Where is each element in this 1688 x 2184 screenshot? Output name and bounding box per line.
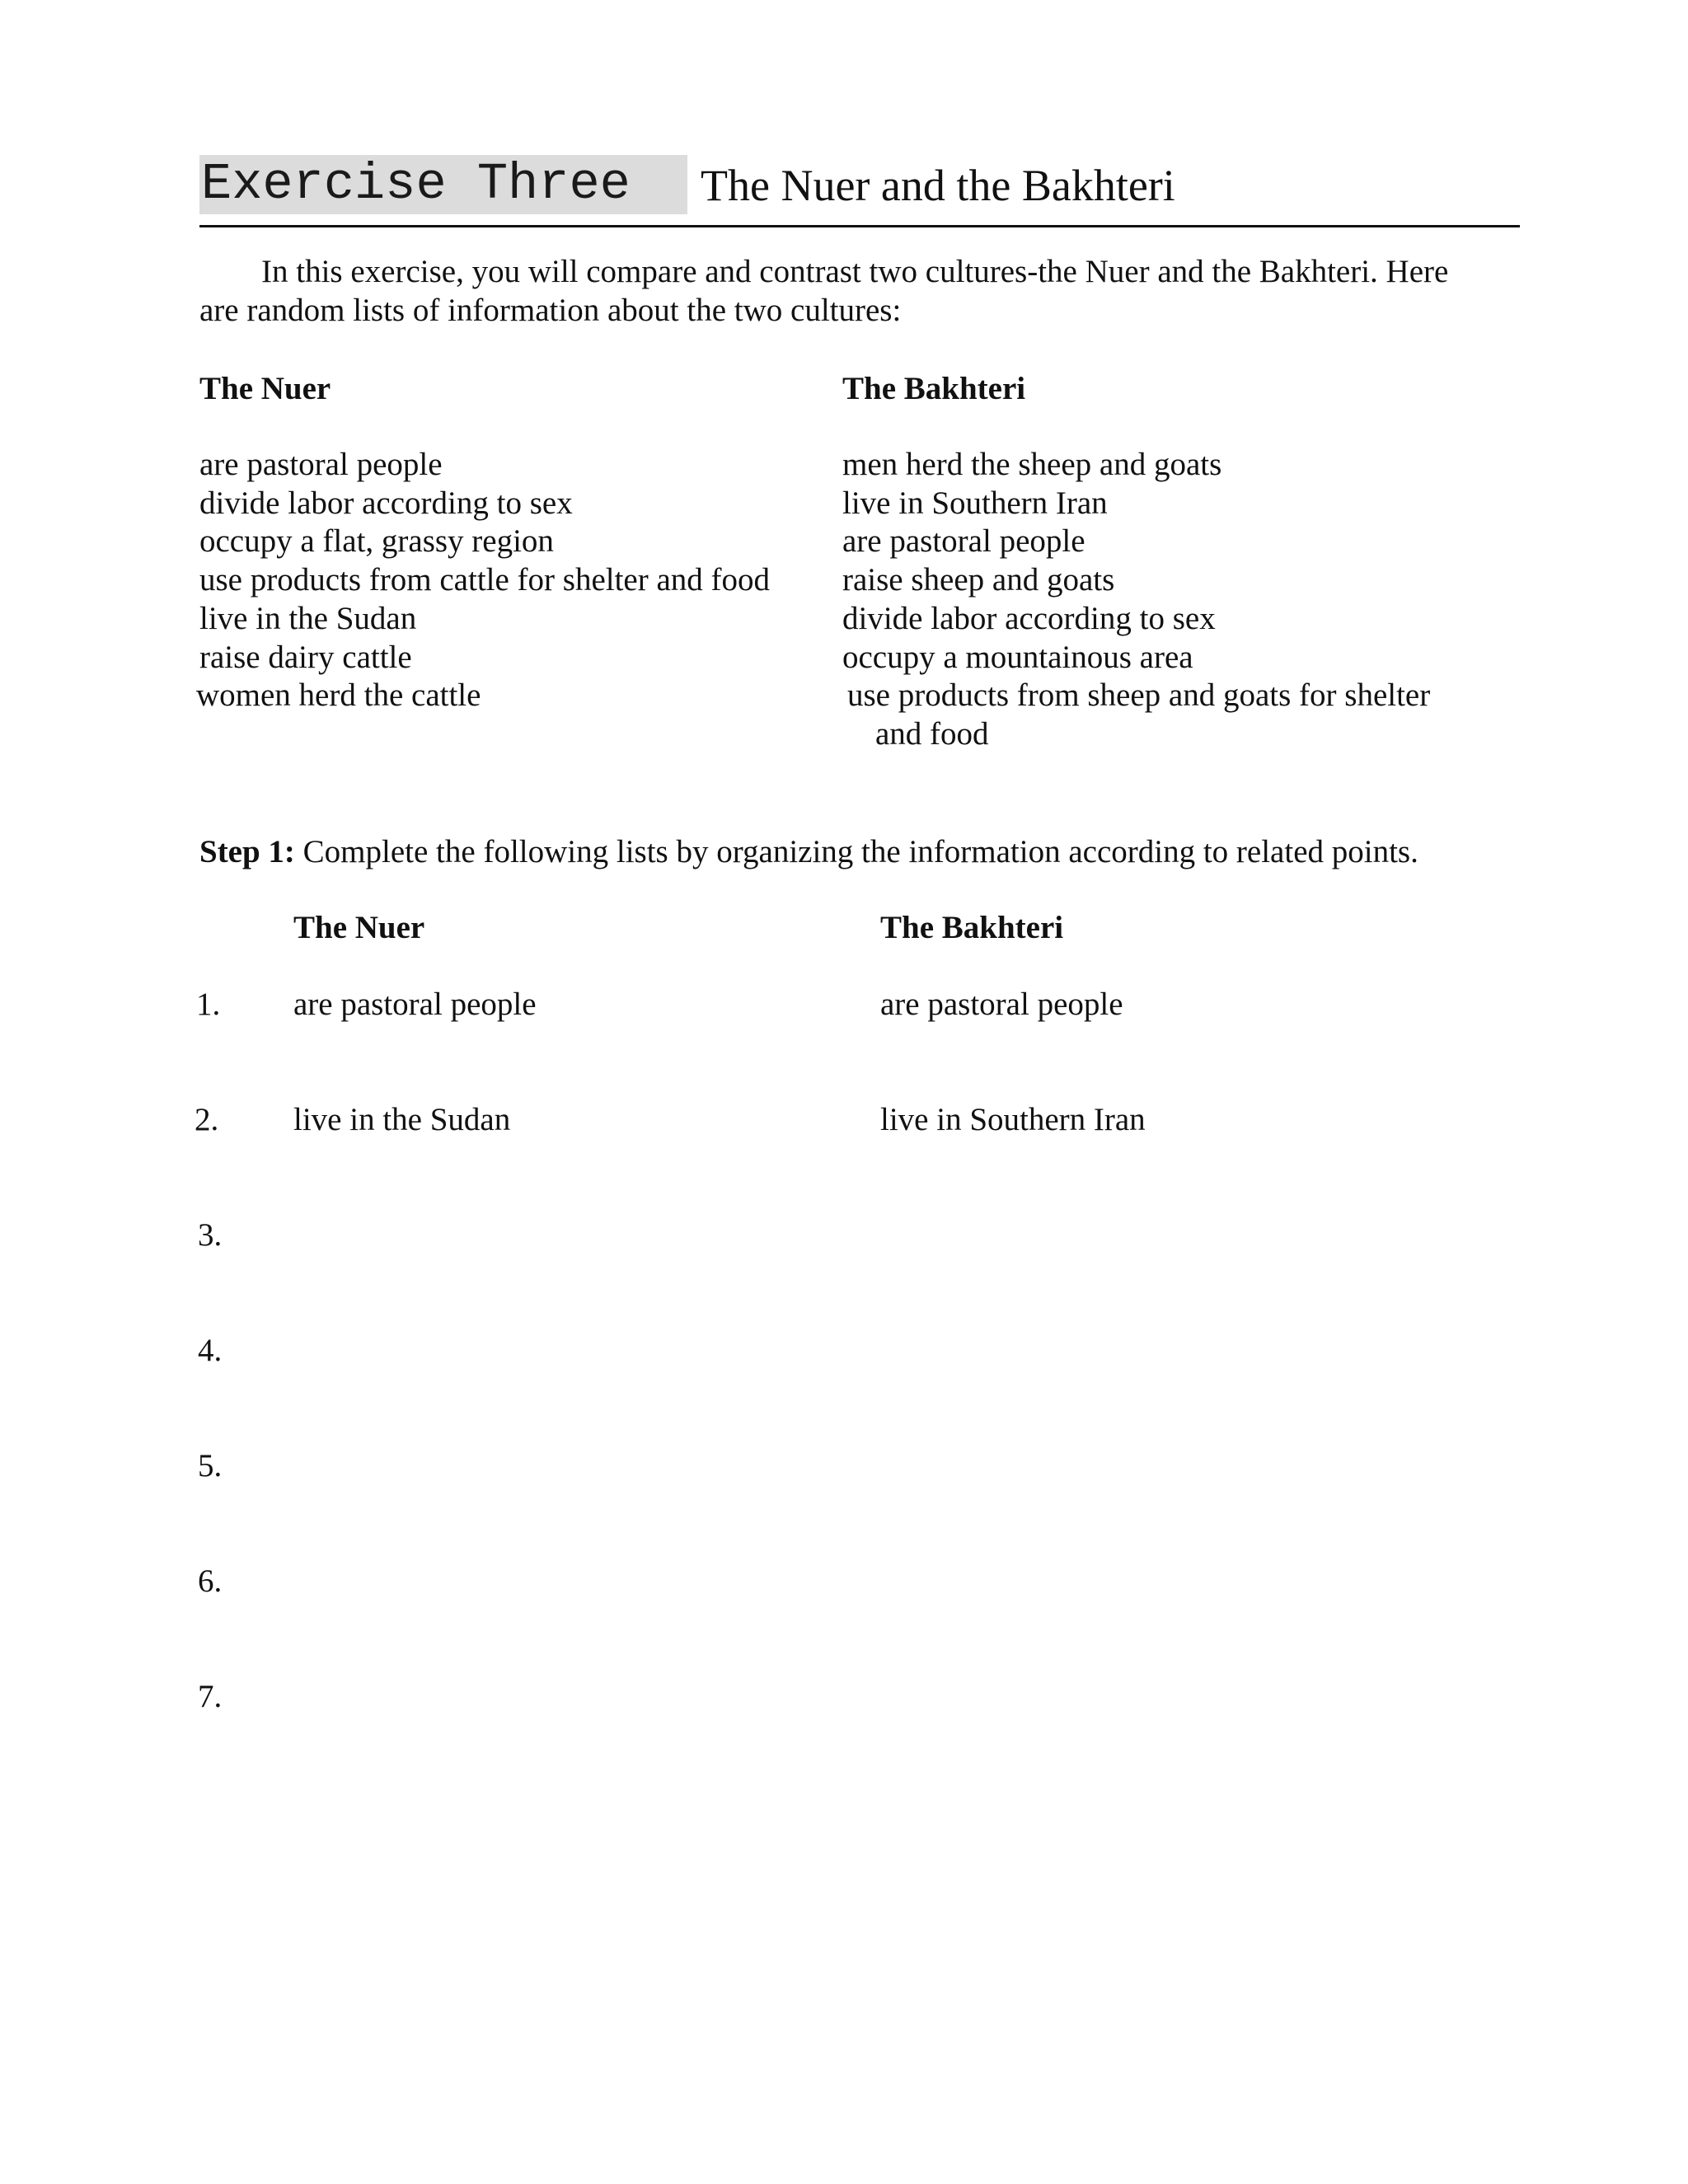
step1-bakhteri-heading: The Bakhteri bbox=[880, 910, 1064, 945]
exercise-title: The Nuer and the Bakhteri bbox=[701, 161, 1175, 210]
intro-line-2: are random lists of information about the two cultures: bbox=[199, 293, 902, 328]
list-item: men herd the sheep and goats bbox=[842, 447, 1222, 482]
row-number: 2. bbox=[195, 1102, 219, 1137]
step1-text: Complete the following lists by organizing the information according to related points. bbox=[302, 834, 1418, 869]
intro-paragraph bbox=[199, 252, 1520, 330]
intro-line-1: In this exercise, you will compare and contrast two cultures-the Nuer and the Bakhteri. Here bbox=[261, 254, 1449, 289]
exercise-label: Exercise Three bbox=[199, 155, 687, 214]
list-item: are pastoral people bbox=[199, 447, 443, 482]
step1-nuer-heading: The Nuer bbox=[293, 910, 425, 945]
row-number: 5. bbox=[198, 1448, 223, 1483]
row-bakhteri-answer: live in Southern Iran bbox=[880, 1102, 1146, 1137]
list-item: women herd the cattle bbox=[196, 677, 481, 714]
header-rule bbox=[199, 225, 1520, 227]
row-number: 3. bbox=[198, 1217, 223, 1253]
list-item: divide labor according to sex bbox=[842, 600, 1216, 636]
bakhteri-heading: The Bakhteri bbox=[842, 371, 1026, 406]
nuer-list bbox=[196, 446, 771, 715]
list-item: raise sheep and goats bbox=[842, 562, 1115, 598]
nuer-heading: The Nuer bbox=[199, 371, 331, 406]
list-item: are pastoral people bbox=[842, 523, 1085, 560]
list-item: divide labor according to sex bbox=[199, 485, 573, 521]
row-nuer-answer: are pastoral people bbox=[293, 987, 537, 1022]
list-item: and food bbox=[875, 715, 989, 752]
step1-instruction bbox=[199, 832, 1418, 871]
step1-label: Step 1: bbox=[199, 834, 295, 869]
bakhteri-list bbox=[842, 446, 1430, 754]
list-item: live in Southern Iran bbox=[842, 485, 1108, 521]
list-item: live in the Sudan bbox=[199, 600, 417, 636]
list-item: use products from sheep and goats for shelter bbox=[847, 677, 1431, 714]
row-number: 1. bbox=[196, 987, 221, 1022]
row-number: 4. bbox=[198, 1333, 223, 1368]
list-item: use products from cattle for shelter and food bbox=[199, 562, 771, 598]
list-item: occupy a mountainous area bbox=[842, 639, 1193, 675]
list-item: raise dairy cattle bbox=[199, 639, 412, 675]
row-bakhteri-answer: are pastoral people bbox=[880, 987, 1123, 1022]
row-number: 7. bbox=[198, 1679, 223, 1714]
row-nuer-answer: live in the Sudan bbox=[293, 1102, 511, 1137]
row-number: 6. bbox=[198, 1563, 223, 1599]
list-item: occupy a flat, grassy region bbox=[199, 523, 554, 560]
